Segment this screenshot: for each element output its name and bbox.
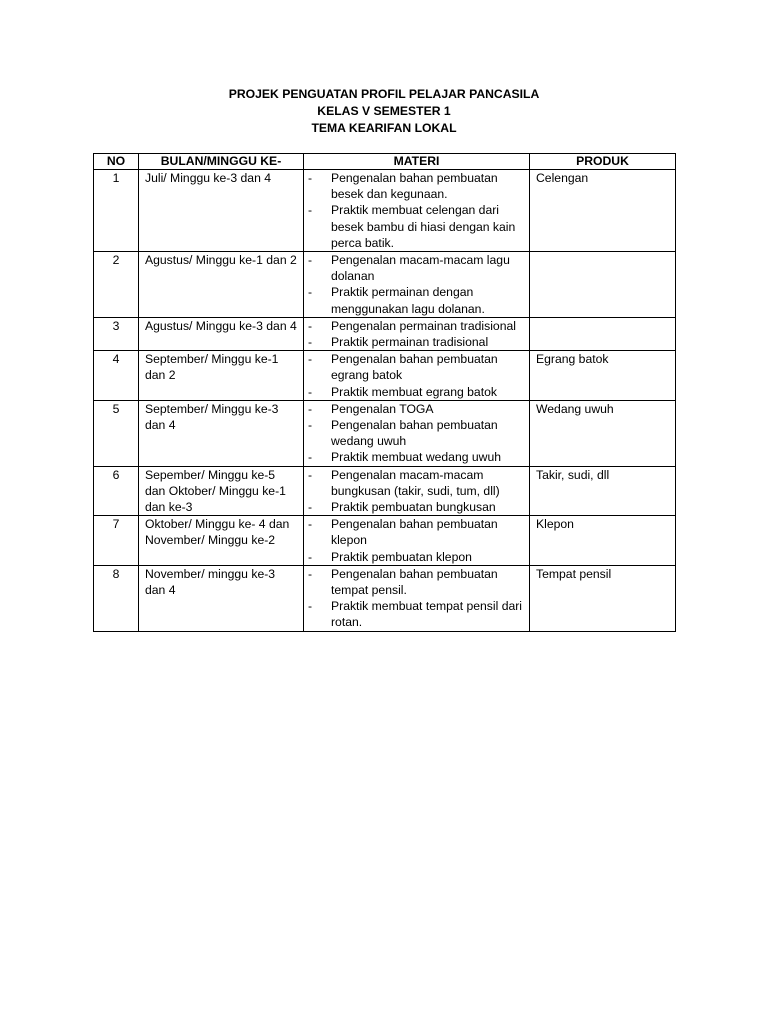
list-dash-marker: - xyxy=(308,285,313,300)
materi-list xyxy=(310,401,523,466)
list-dash-marker: - xyxy=(308,566,313,581)
list-dash-marker: - xyxy=(308,352,313,367)
materi-item-text: Pengenalan macam-macam bungkusan (takir, sudi, tum, dll) xyxy=(331,467,500,498)
header-materi: MATERI xyxy=(304,154,530,170)
cell-no: 1 xyxy=(94,170,139,252)
list-dash-marker: - xyxy=(308,549,313,564)
cell-produk: Wedang uwuh xyxy=(530,400,676,466)
materi-list xyxy=(310,170,523,251)
table-row xyxy=(94,565,676,631)
materi-item xyxy=(310,449,523,465)
materi-list xyxy=(310,467,523,516)
cell-period: September/ Minggu ke-3 dan 4 xyxy=(139,400,304,466)
materi-item xyxy=(310,401,523,417)
materi-item-text: Pengenalan bahan pembuatan klepon xyxy=(331,517,498,548)
materi-item-text: Pengenalan bahan pembuatan wedang uwuh xyxy=(331,418,498,449)
list-dash-marker: - xyxy=(308,450,313,465)
materi-item xyxy=(310,516,523,548)
title-line-1: PROJEK PENGUATAN PROFIL PELAJAR PANCASILA xyxy=(228,87,540,101)
list-dash-marker: - xyxy=(308,171,313,185)
list-dash-marker: - xyxy=(308,253,313,268)
cell-materi xyxy=(304,565,530,631)
table-row xyxy=(94,516,676,566)
materi-list xyxy=(310,318,523,350)
table-row xyxy=(94,317,676,350)
cell-produk: Takir, sudi, dll xyxy=(530,466,676,516)
cell-no: 7 xyxy=(94,516,139,566)
cell-no: 4 xyxy=(94,351,139,401)
cell-period: Agustus/ Minggu ke-3 dan 4 xyxy=(139,317,304,350)
materi-item-text: Praktik pembuatan bungkusan xyxy=(331,500,496,515)
materi-item xyxy=(310,334,523,350)
list-dash-marker: - xyxy=(308,401,313,416)
list-dash-marker: - xyxy=(308,599,313,614)
materi-item-text: Pengenalan bahan pembuatan egrang batok xyxy=(331,352,498,383)
header-period: BULAN/MINGGU KE- xyxy=(139,154,304,170)
materi-list xyxy=(310,516,523,565)
list-dash-marker: - xyxy=(308,318,313,333)
materi-item xyxy=(310,417,523,449)
materi-item-text: Pengenalan bahan pembuatan tempat pensil. xyxy=(331,566,498,598)
header-no: NO xyxy=(94,154,139,170)
materi-item xyxy=(310,202,523,251)
materi-item-text: Pengenalan macam-macam lagu dolanan xyxy=(331,253,510,284)
cell-produk xyxy=(530,317,676,350)
title-line-3: TEMA KEARIFAN LOKAL xyxy=(311,121,457,135)
list-dash-marker: - xyxy=(308,517,313,532)
materi-item xyxy=(310,566,523,598)
table-row xyxy=(94,466,676,516)
cell-produk: Klepon xyxy=(530,516,676,566)
table-row xyxy=(94,351,676,401)
materi-item xyxy=(310,351,523,383)
document-title xyxy=(0,86,768,137)
cell-produk: Celengan xyxy=(530,170,676,252)
materi-item-text: Pengenalan bahan pembuatan besek dan kegunaan. xyxy=(331,171,498,202)
cell-materi xyxy=(304,466,530,516)
list-dash-marker: - xyxy=(308,384,313,399)
materi-item xyxy=(310,284,523,316)
list-dash-marker: - xyxy=(308,335,313,350)
cell-period: Oktober/ Minggu ke- 4 dan November/ Minggu ke-2 xyxy=(139,516,304,566)
materi-item-text: Praktik membuat egrang batok xyxy=(331,384,497,399)
materi-item xyxy=(310,499,523,515)
table-row xyxy=(94,252,676,318)
materi-item xyxy=(310,467,523,499)
cell-produk: Tempat pensil xyxy=(530,565,676,631)
materi-item xyxy=(310,598,523,630)
materi-item-text: Pengenalan permainan tradisional xyxy=(331,318,516,333)
cell-materi xyxy=(304,317,530,350)
materi-item-text: Pengenalan TOGA xyxy=(331,401,434,416)
cell-no: 3 xyxy=(94,317,139,350)
materi-item-text: Praktik permainan tradisional xyxy=(331,335,489,350)
materi-item-text: Praktik membuat tempat pensil dari rotan. xyxy=(331,599,523,630)
table-row xyxy=(94,400,676,466)
project-schedule-table xyxy=(93,153,676,632)
table-body xyxy=(94,170,676,632)
cell-materi xyxy=(304,400,530,466)
materi-item-text: Praktik pembuatan klepon xyxy=(331,549,472,564)
title-line-2: KELAS V SEMESTER 1 xyxy=(317,104,451,118)
cell-materi xyxy=(304,170,530,252)
table-header-row xyxy=(94,154,676,170)
materi-list xyxy=(310,566,523,631)
materi-item xyxy=(310,318,523,334)
cell-period: Juli/ Minggu ke-3 dan 4 xyxy=(139,170,304,252)
materi-item xyxy=(310,170,523,202)
materi-item xyxy=(310,549,523,565)
materi-item xyxy=(310,384,523,400)
cell-period: Sepember/ Minggu ke-5 dan Oktober/ Minggu ke-1 dan ke-3 xyxy=(139,466,304,516)
cell-produk xyxy=(530,252,676,318)
list-dash-marker: - xyxy=(308,418,313,433)
header-produk: PRODUK xyxy=(530,154,676,170)
list-dash-marker: - xyxy=(308,500,313,515)
cell-materi xyxy=(304,516,530,566)
cell-period: September/ Minggu ke-1 dan 2 xyxy=(139,351,304,401)
cell-no: 6 xyxy=(94,466,139,516)
cell-materi xyxy=(304,351,530,401)
cell-no: 2 xyxy=(94,252,139,318)
materi-item-text: Praktik permainan dengan menggunakan lagu dolanan. xyxy=(331,285,485,316)
cell-period: Agustus/ Minggu ke-1 dan 2 xyxy=(139,252,304,318)
cell-no: 8 xyxy=(94,565,139,631)
materi-list xyxy=(310,252,523,317)
materi-item xyxy=(310,252,523,284)
table-row xyxy=(94,170,676,252)
materi-item-text: Praktik membuat celengan dari besek bambu di hiasi dengan kain perca batik. xyxy=(331,203,516,250)
cell-period: November/ minggu ke-3 dan 4 xyxy=(139,565,304,631)
cell-no: 5 xyxy=(94,400,139,466)
materi-list xyxy=(310,351,523,400)
cell-materi xyxy=(304,252,530,318)
cell-produk: Egrang batok xyxy=(530,351,676,401)
list-dash-marker: - xyxy=(308,467,313,482)
list-dash-marker: - xyxy=(308,203,313,218)
materi-item-text: Praktik membuat wedang uwuh xyxy=(331,450,502,465)
